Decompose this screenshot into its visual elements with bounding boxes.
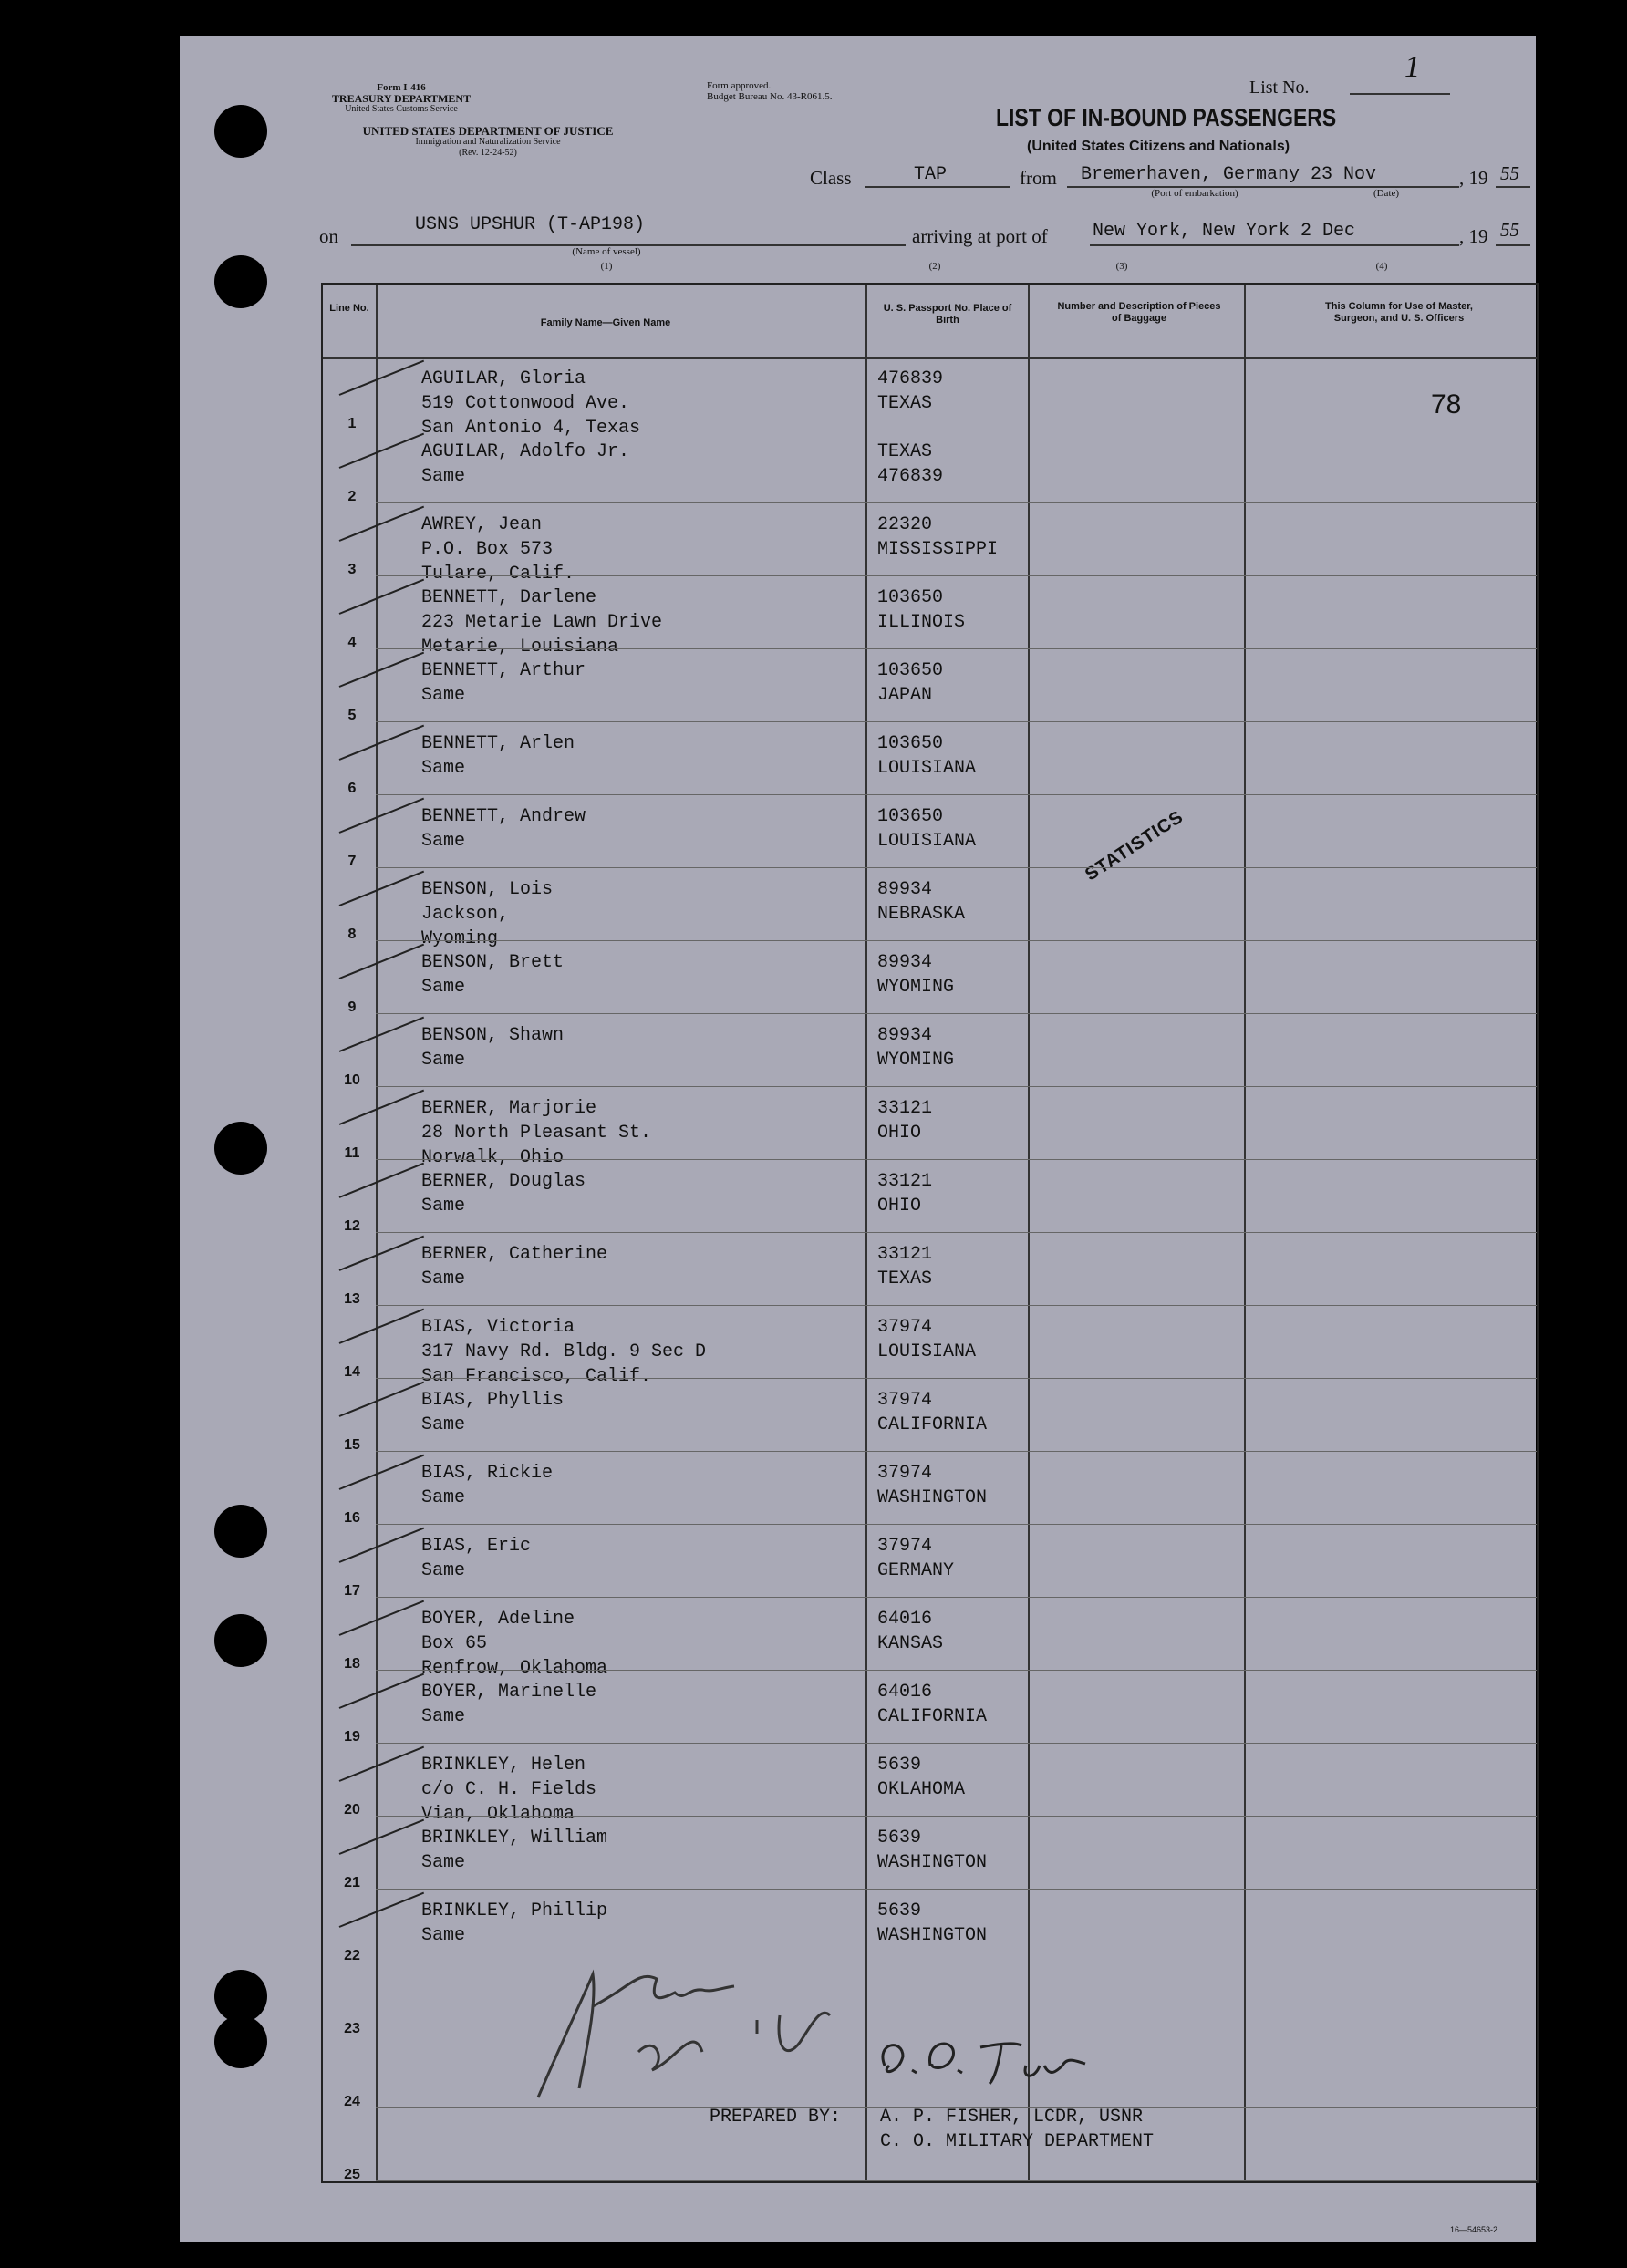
check-mark	[339, 506, 424, 542]
table-row	[323, 1817, 1537, 1890]
line-number: 25	[344, 2167, 360, 2182]
port-embarkation-caption: (Port of embarkation)	[1151, 188, 1238, 199]
passenger-name: BRINKLEY, William Same	[421, 1828, 608, 1873]
check-mark	[339, 1163, 424, 1198]
passport-birthplace: 37974 LOUISIANA	[877, 1317, 977, 1362]
passenger-name: BIAS, Eric Same	[421, 1536, 532, 1581]
table-row	[323, 941, 1537, 1014]
line-number: 4	[347, 635, 357, 650]
check-mark	[339, 1455, 424, 1490]
table-row	[323, 1014, 1537, 1087]
passport-birthplace: 33121 TEXAS	[877, 1244, 933, 1289]
line-number: 3	[347, 562, 357, 577]
line-number: 19	[344, 1729, 360, 1745]
passport-birthplace: 22320 MISSISSIPPI	[877, 514, 999, 560]
line-number: 17	[344, 1583, 360, 1599]
passenger-name: BERNER, Catherine Same	[421, 1244, 608, 1289]
table-row	[323, 1671, 1537, 1744]
line-number: 22	[344, 1948, 360, 1963]
date-caption: (Date)	[1373, 188, 1400, 199]
line-number: 12	[344, 1218, 360, 1234]
binder-hole	[214, 105, 267, 158]
check-mark	[339, 360, 424, 396]
vessel-caption: (Name of vessel)	[572, 246, 641, 257]
passport-birthplace: 5639 OKLAHOMA	[877, 1755, 966, 1800]
table-row	[323, 1598, 1537, 1679]
header-line-no: Line No.	[329, 303, 369, 314]
table-row	[323, 503, 1537, 585]
table-row	[323, 1233, 1537, 1306]
budget-bureau: Budget Bureau No. 43-R061.5.	[707, 91, 833, 102]
passenger-name: AGUILAR, Gloria 519 Cottonwood Ave. San Antonio 4, Texas	[421, 368, 641, 439]
table-row	[323, 1160, 1537, 1233]
preparer-title: C. O. MILITARY DEPARTMENT	[880, 2131, 1155, 2152]
line-number: 5	[347, 708, 357, 723]
check-mark	[339, 944, 424, 979]
check-mark	[339, 1600, 424, 1636]
treasury-dept: TREASURY DEPARTMENT	[331, 92, 472, 105]
passenger-name: BENSON, Brett Same	[421, 952, 565, 998]
year-prefix-2: , 19	[1459, 225, 1488, 247]
passport-birthplace: 103650 JAPAN	[877, 660, 944, 706]
revision-date: (Rev. 12-24-52)	[459, 148, 517, 158]
line-number: 8	[347, 927, 357, 942]
passenger-name: BENNETT, Arlen Same	[421, 733, 575, 779]
passenger-table	[321, 283, 1539, 2183]
approval-block	[707, 80, 832, 102]
line-number: 11	[344, 1145, 360, 1161]
line-number: 21	[344, 1875, 360, 1890]
passport-birthplace: 5639 WASHINGTON	[877, 1828, 988, 1873]
binder-hole	[214, 1614, 267, 1667]
check-mark	[339, 652, 424, 688]
check-mark	[339, 1673, 424, 1709]
passport-birthplace: 64016 KANSAS	[877, 1609, 944, 1654]
officer-mark: 78	[1431, 389, 1462, 419]
column-number-3: (3)	[1115, 261, 1128, 272]
binder-hole	[214, 1122, 267, 1175]
form-header-left	[301, 82, 502, 115]
check-mark	[339, 1819, 424, 1855]
on-label: on	[319, 225, 338, 247]
table-row	[323, 576, 1537, 658]
passenger-name: BOYER, Adeline Box 65 Renfrow, Oklahoma	[421, 1609, 608, 1679]
passenger-name: AGUILAR, Adolfo Jr. Same	[421, 441, 630, 487]
class-value: TAP	[914, 164, 948, 185]
table-row	[323, 1306, 1537, 1387]
line-number: 9	[347, 999, 357, 1015]
binder-hole	[214, 255, 267, 308]
table-row	[323, 1744, 1537, 1825]
form-header-justice	[310, 126, 666, 159]
check-mark	[339, 1382, 424, 1417]
table-row	[323, 868, 1537, 949]
year-prefix: , 19	[1459, 167, 1488, 189]
check-mark	[339, 798, 424, 834]
line-number: 24	[344, 2094, 360, 2109]
line-number: 10	[344, 1072, 360, 1088]
passenger-name: BENNETT, Arthur Same	[421, 660, 586, 706]
header-baggage: Number and Description of Pieces of Baggage	[1057, 301, 1221, 324]
table-row	[323, 1087, 1537, 1168]
binder-hole	[214, 1505, 267, 1558]
form-code: 16—54653-2	[1450, 2225, 1498, 2234]
handwritten-signature	[529, 1952, 912, 2107]
passport-birthplace: 5639 WASHINGTON	[877, 1900, 988, 1946]
passenger-name: BRINKLEY, Phillip Same	[421, 1900, 608, 1946]
table-row	[323, 430, 1537, 503]
year-value-2: 55	[1500, 219, 1519, 241]
line-number: 13	[344, 1291, 360, 1307]
fisher-signature	[866, 2029, 1104, 2093]
passport-birthplace: 33121 OHIO	[877, 1098, 933, 1144]
table-row	[323, 1890, 1537, 1962]
passenger-name: BERNER, Douglas Same	[421, 1171, 586, 1217]
row-divider	[376, 2180, 1537, 2181]
table-row	[323, 1962, 1537, 2035]
arriving-label: arriving at port of	[912, 225, 1048, 247]
table-row	[323, 795, 1537, 868]
prepared-by-label: PREPARED BY:	[710, 2107, 842, 2128]
header-name: Family Name—Given Name	[540, 317, 671, 328]
check-mark	[339, 1090, 424, 1125]
passport-birthplace: 103650 LOUISIANA	[877, 806, 977, 852]
passport-birthplace: 64016 CALIFORNIA	[877, 1682, 988, 1727]
passenger-name: BOYER, Marinelle Same	[421, 1682, 597, 1727]
passport-birthplace: 33121 OHIO	[877, 1171, 933, 1217]
arrival-port-value: New York, New York 2 Dec	[1093, 221, 1356, 242]
header-officers: This Column for Use of Master, Surgeon, and U. S. Officers	[1325, 301, 1473, 324]
passenger-name: BERNER, Marjorie 28 North Pleasant St. Norwalk, Ohio	[421, 1098, 652, 1168]
line-number: 14	[344, 1364, 360, 1380]
passport-birthplace: 89934 WYOMING	[877, 1025, 955, 1071]
check-mark	[339, 1236, 424, 1271]
list-no-label: List No.	[1249, 78, 1310, 98]
passport-birthplace: 89934 NEBRASKA	[877, 879, 966, 925]
table-row	[323, 649, 1537, 722]
binder-hole	[214, 2015, 267, 2068]
passport-birthplace: 37974 CALIFORNIA	[877, 1390, 988, 1435]
passport-birthplace: 103650 ILLINOIS	[877, 587, 966, 633]
table-row	[323, 357, 1537, 439]
list-no-value: 1	[1404, 50, 1420, 84]
passport-birthplace: 103650 LOUISIANA	[877, 733, 977, 779]
column-number-4: (4)	[1375, 261, 1388, 272]
line-number: 18	[344, 1656, 360, 1672]
line-number: 2	[347, 489, 357, 504]
passenger-name: AWREY, Jean P.O. Box 573 Tulare, Calif.	[421, 514, 575, 585]
passenger-name: BENSON, Shawn Same	[421, 1025, 565, 1071]
statistics-stamp: STATISTICS	[1082, 806, 1187, 885]
vessel-value: USNS UPSHUR (T-AP198)	[415, 214, 646, 235]
table-row	[323, 1525, 1537, 1598]
passport-birthplace: 37974 GERMANY	[877, 1536, 955, 1581]
line-number: 7	[347, 854, 357, 869]
page-subtitle: (United States Citizens and Nationals)	[1027, 139, 1290, 154]
justice-dept: UNITED STATES DEPARTMENT OF JUSTICE	[362, 124, 614, 138]
check-mark	[339, 871, 424, 906]
year-value: 55	[1500, 162, 1519, 184]
line-number: 6	[347, 781, 357, 796]
ins-service: Immigration and Naturalization Service	[415, 137, 561, 147]
column-number-2: (2)	[928, 261, 941, 272]
check-mark	[339, 725, 424, 761]
check-mark	[339, 1309, 424, 1344]
line-number: 20	[344, 1802, 360, 1818]
from-value: Bremerhaven, Germany 23 Nov	[1081, 164, 1377, 185]
table-row	[323, 1379, 1537, 1452]
from-label: from	[1020, 167, 1057, 189]
form-number: Form I-416	[377, 82, 426, 93]
check-mark	[339, 433, 424, 469]
passenger-name: BRINKLEY, Helen c/o C. H. Fields Vian, Oklahoma	[421, 1755, 597, 1825]
passenger-name: BIAS, Rickie Same	[421, 1463, 554, 1508]
check-mark	[339, 1746, 424, 1782]
passport-birthplace: 37974 WASHINGTON	[877, 1463, 988, 1508]
check-mark	[339, 1892, 424, 1928]
preparer-name: A. P. FISHER, LCDR, USNR	[880, 2107, 1144, 2128]
list-no-field	[1350, 73, 1450, 95]
check-mark	[339, 579, 424, 615]
passenger-name: BENNETT, Andrew Same	[421, 806, 586, 852]
table-row	[323, 722, 1537, 795]
passenger-name: BENSON, Lois Jackson, Wyoming	[421, 879, 554, 949]
check-mark	[339, 1017, 424, 1052]
passport-birthplace: 476839 TEXAS	[877, 368, 944, 414]
line-number: 16	[344, 1510, 360, 1526]
form-approved: Form approved.	[707, 80, 772, 91]
passport-birthplace: 89934 WYOMING	[877, 952, 955, 998]
passenger-name: BIAS, Victoria 317 Navy Rd. Bldg. 9 Sec D San Francisco, Calif.	[421, 1317, 707, 1387]
check-mark	[339, 1528, 424, 1563]
customs-service: United States Customs Service	[345, 104, 458, 114]
line-number: 23	[344, 2021, 360, 2036]
page-title: LIST OF IN-BOUND PASSENGERS	[996, 104, 1337, 131]
column-number-1: (1)	[600, 261, 613, 272]
class-label: Class	[810, 167, 852, 189]
passenger-name: BIAS, Phyllis Same	[421, 1390, 565, 1435]
header-passport: U. S. Passport No. Place of Birth	[883, 303, 1012, 326]
table-row	[323, 1452, 1537, 1525]
passport-birthplace: TEXAS 476839	[877, 441, 944, 487]
passenger-name: BENNETT, Darlene 223 Metarie Lawn Drive Metarie, Louisiana	[421, 587, 663, 658]
line-number: 15	[344, 1437, 360, 1453]
line-number: 1	[347, 416, 357, 431]
